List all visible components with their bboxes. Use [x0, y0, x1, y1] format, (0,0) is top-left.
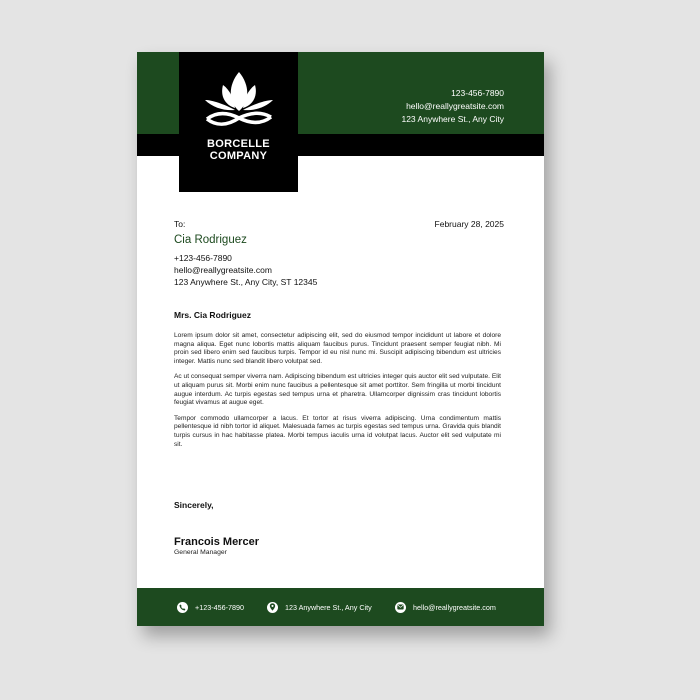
- footer-phone: +123-456-7890: [195, 602, 244, 612]
- body-paragraph-3: Tempor commodo ullamcorper a lacus. Et tortor at risus viverra adipiscing. Urna condimentum mattis pellentesque id nibh tortor id aliquet. Malesuada fames ac turpis egestas sed tempus urna. Gravida quis blandit turpis cursus in hac habitasse platea. Morbi tempus iaculis urna id volutpat lacus. Auctor elit sed vulputate mi sit.: [174, 414, 501, 448]
- brand-line-1: BORCELLE: [207, 138, 270, 150]
- footer-email-item: [395, 588, 496, 626]
- header-phone: 123-456-7890: [451, 88, 504, 98]
- logo-block: [179, 52, 298, 192]
- footer-address: 123 Anywhere St., Any City: [285, 602, 372, 612]
- header-contact: [401, 87, 504, 126]
- lotus-logo-icon: [201, 70, 277, 128]
- recipient-address: 123 Anywhere St., Any City, ST 12345: [174, 277, 318, 287]
- recipient-phone: +123-456-7890: [174, 253, 232, 263]
- salutation: Mrs. Cia Rodriguez: [174, 310, 251, 320]
- footer-band: [137, 588, 544, 626]
- header-email: hello@reallygreatsite.com: [406, 101, 504, 111]
- header-address: 123 Anywhere St., Any City: [401, 114, 504, 124]
- recipient-contact: [174, 252, 317, 288]
- footer-address-item: [267, 588, 372, 626]
- closing: Sincerely,: [174, 500, 214, 510]
- letter-date: February 28, 2025: [434, 219, 504, 229]
- body-paragraph-2: Ac ut consequat semper viverra nam. Adipiscing bibendum est ultricies integer quis auctor elit sed vulputate. Elit ut aliquam purus sit. Morbi enim nunc faucibus a pellentesque sit amet porttitor. Sem fringilla ut morbi tincidunt augue interdum. Ac turpis egestas sed tempus urna et pharetra. Ullamcorper dignissim cras tincidunt lobortis feugiat vivamus at augue eget.: [174, 373, 501, 407]
- signature-name: Francois Mercer: [174, 536, 259, 548]
- signature-title: General Manager: [174, 549, 227, 556]
- to-label: To:: [174, 219, 186, 229]
- phone-icon: [177, 602, 188, 613]
- recipient-name: Cia Rodriguez: [174, 234, 247, 246]
- mail-icon: [395, 602, 406, 613]
- brand-line-2: COMPANY: [209, 150, 268, 162]
- brand-name: [207, 138, 270, 162]
- footer-phone-item: [177, 588, 244, 626]
- footer-email: hello@reallygreatsite.com: [413, 602, 496, 612]
- letter-body: [174, 332, 501, 456]
- recipient-email: hello@reallygreatsite.com: [174, 265, 272, 275]
- body-paragraph-1: Lorem ipsum dolor sit amet, consectetur adipiscing elit, sed do eiusmod tempor incididunt ut labore et dolore magna aliqua. Eget nunc lobortis mattis aliquam faucibus purus. Tincidunt praesent semper feugiat nibh. Mi proin sed libero enim sed faucibus turpis. Tempor id eu nisl nunc mi. Suscipit adipiscing bibendum est ultricies integer. Mattis nunc sed blandit libero volutpat sed.: [174, 332, 501, 365]
- letterhead-page: [137, 52, 544, 626]
- location-pin-icon: [267, 602, 278, 613]
